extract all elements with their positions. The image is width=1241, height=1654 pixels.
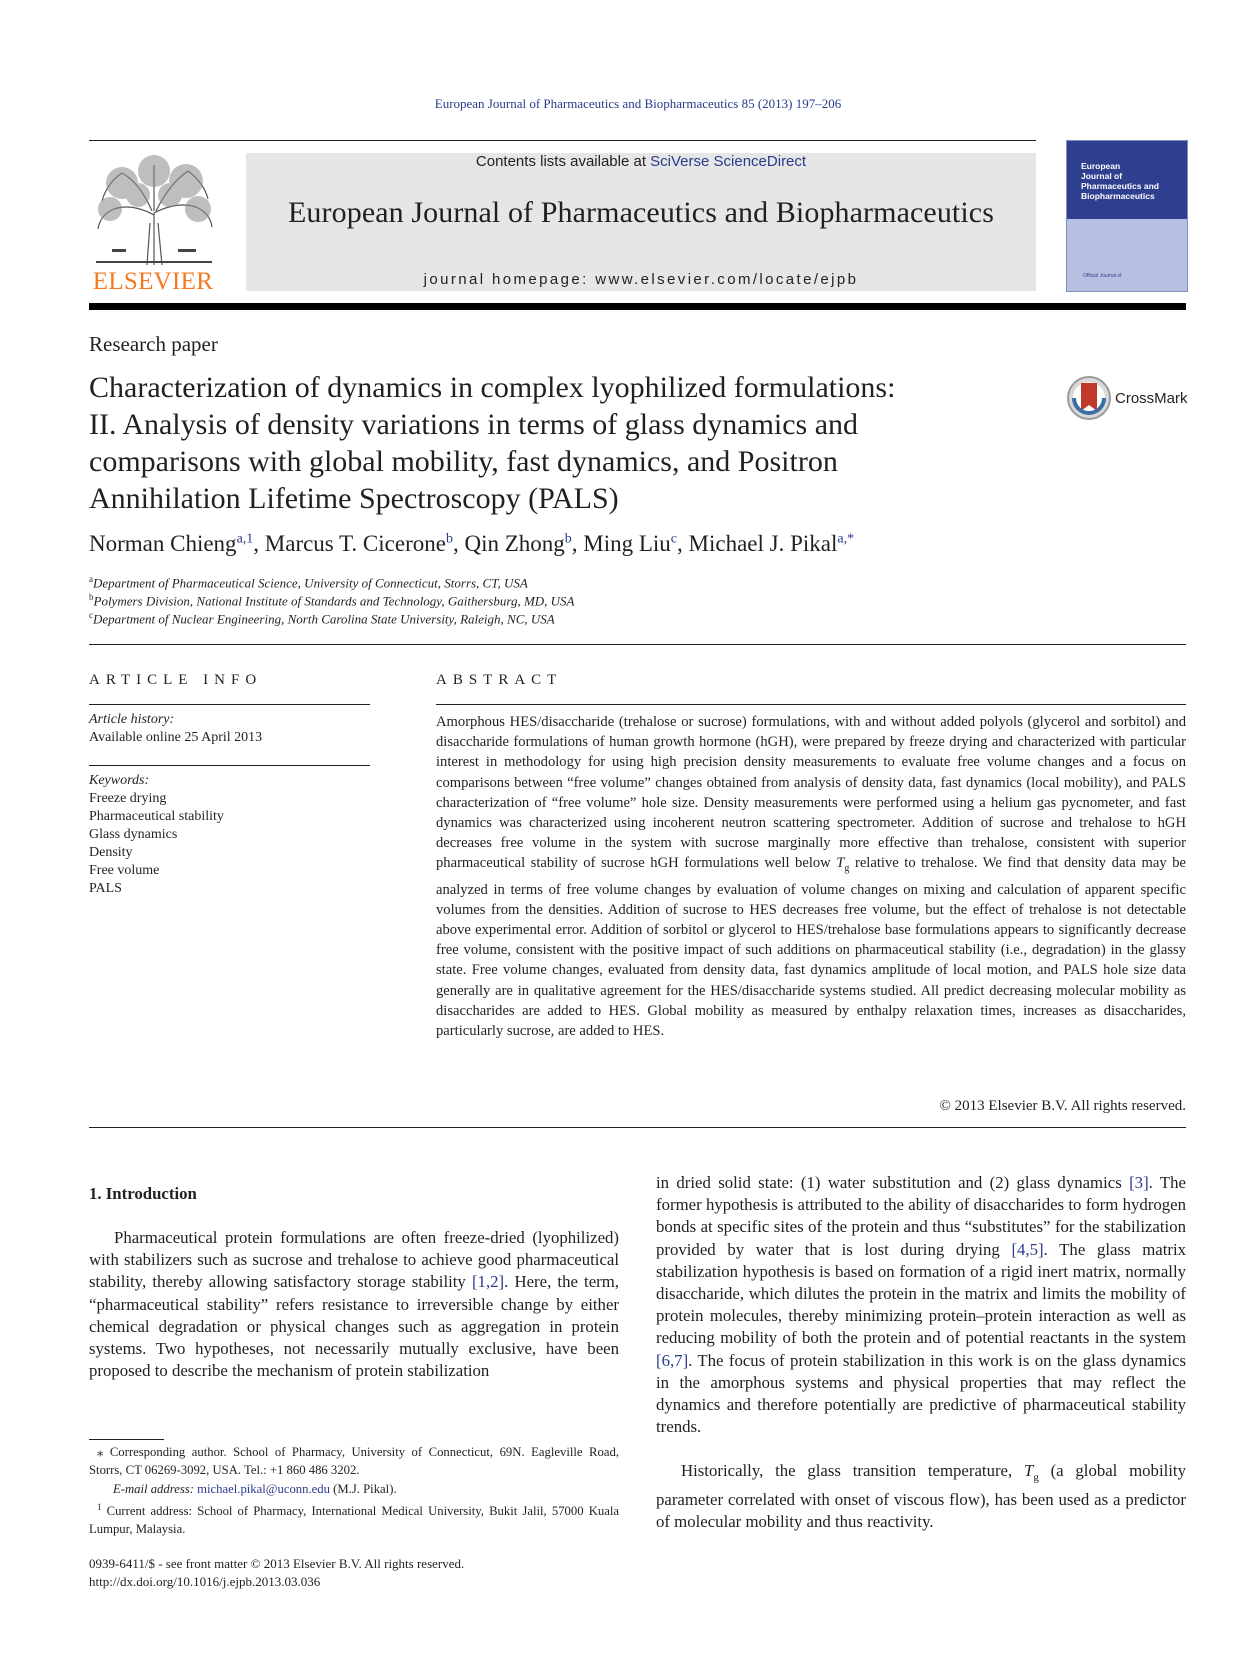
issn-line: 0939-6411/$ - see front matter © 2013 Elsevier B.V. All rights reserved. bbox=[89, 1556, 465, 1571]
top-rule bbox=[89, 140, 1036, 141]
keywords-rule bbox=[89, 765, 370, 766]
intro-heading: 1. Introduction bbox=[89, 1184, 197, 1203]
email-link[interactable]: michael.pikal@uconn.edu bbox=[197, 1482, 330, 1496]
contents-prefix: Contents lists available at bbox=[475, 153, 651, 170]
article-info-heading: ARTICLE INFO bbox=[89, 672, 263, 688]
abstract-text: Amorphous HES/disaccharide (trehalose or sucrose) formulations, with and without added polyols (glycerol and sorbitol) and disaccharide formulations of human growth hormone (hGH), were prepared by freeze drying and characterized with particular interest in methodology for using high precision density measurements to evaluate free volume changes and a focus on comparisons between “free volume” changes obtained from analysis of density data, fast dynamics (local mobility), and PALS characterization of “free volume” hole size. Density measurements were performed using a helium gas pycnometer, and fast dynamics was characterized using incoherent neutron scattering spectrometer. Addition of sucrose and trehalose to hGH decreases free volume in the system with sucrose marginally more effective than trehalose, consistent with superior pharmaceutical stability of sucrose hGH formulations well below $T_g$ relative to trehalose. We find that density data may be analyzed in terms of free volume changes by evaluation of volume changes on mixing and calculation of apparent specific volumes from the densities. Addition of sucrose to HES decreases free volume, but the effect of trehalose is not detectable above experimental error. Addition of sorbitol or glycerol to HES/trehalose base formulations appears to significantly decrease free volume, consistent with the positive impact of such additions on pharmaceutical stability (i.e., degradation) in the glassy state. Free volume changes, evaluated from density data, fast dynamics amplitude of local motion, and PALS hole size data generally are in qualitative agreement for the HES/disaccharide systems studied. All predict decreasing molecular mobility as disaccharides are added to HES. Global mobility as measured by enthalpy relaxation times, increases as disaccharides, particularly sucrose, are added to HES. bbox=[436, 714, 1186, 1039]
intro-right-paragraph-2: Historically, the glass transition temperature, $T_g$ (a global mobility parameter correlated with onset of viscous flow), has been used as a predictor of molecular mobility and thus reactivity. bbox=[656, 1461, 1186, 1531]
intro-paragraph-1: Pharmaceutical protein formulations are often freeze-dried (lyophilized) with stabilizers such as sucrose and trehalose to achieve good pharmaceutical stability, thereby allowing satisfactory storage stability [1,2]. Here, the term, “pharmaceutical stability” refers resistance to irreversible change by either chemical degradation or physical changes such as aggregation in protein systems. Two hypotheses, not necessarily mutually exclusive, have been proposed to describe the mechanism of protein stabilization bbox=[89, 1228, 619, 1381]
contents-line bbox=[246, 153, 1036, 170]
affiliation-a: $^a$Department of Pharmaceutical Science, University of Connecticut, Storrs, CT, USA bbox=[89, 574, 528, 591]
email-note: E-mail address: michael.pikal@uconn.edu (M.J. Pikal). bbox=[113, 1482, 397, 1496]
author-affil-link[interactable]: a,1 bbox=[236, 531, 254, 547]
abstract-bottom-rule bbox=[89, 1127, 1186, 1128]
current-address-note: $^1$ Current address: School of Pharmacy, International Medical University, Bukit Jalil, 57000 Kuala Lumpur, Malaysia. bbox=[89, 1502, 619, 1537]
author-affil-link[interactable]: a,* bbox=[837, 531, 855, 547]
author-affil-link[interactable]: b bbox=[445, 531, 453, 547]
keyword-item: Free volume bbox=[89, 863, 160, 878]
header-thick-rule bbox=[89, 303, 1186, 310]
elsevier-tree-logo-icon bbox=[92, 153, 216, 267]
author-name: Qin Zhong bbox=[464, 531, 565, 556]
author-name: Norman Chieng bbox=[89, 531, 237, 556]
paper-type: Research paper bbox=[89, 332, 218, 356]
keyword-item: Pharmaceutical stability bbox=[89, 809, 224, 824]
article-title: Characterization of dynamics in complex lyophilized formulations: II. Analysis of density variations in terms of glass dynamics and comparisons with global mobility, fast dynamics, and Positron Annihilation Lifetime Spectroscopy (PALS) bbox=[89, 371, 896, 515]
sciencedirect-link[interactable]: SciVerse ScienceDirect bbox=[650, 153, 807, 170]
journal-name: European Journal of Pharmaceutics and Biopharmaceutics bbox=[288, 196, 994, 229]
reference-link[interactable]: [6,7] bbox=[656, 1350, 689, 1370]
author-name: Michael J. Pikal bbox=[688, 531, 838, 556]
doi-link[interactable]: http://dx.doi.org/10.1016/j.ejpb.2013.03.036 bbox=[89, 1574, 321, 1589]
corresponding-author-note: ⁎ Corresponding author. School of Pharmacy, University of Connecticut, 69N. Eagleville Road, Storrs, CT 06269-3092, USA. Tel.: +1 860 486 3202. bbox=[89, 1445, 619, 1478]
keyword-item: Glass dynamics bbox=[89, 827, 178, 842]
author-name: Ming Liu bbox=[583, 531, 671, 556]
journal-citation[interactable]: European Journal of Pharmaceutics and Biopharmaceutics 85 (2013) 197–206 bbox=[434, 96, 842, 111]
reference-link[interactable]: [1,2] bbox=[471, 1272, 505, 1292]
footnote-rule bbox=[89, 1439, 164, 1440]
author-name: Marcus T. Cicerone bbox=[264, 531, 446, 556]
publisher-wordmark: ELSEVIER bbox=[92, 268, 214, 295]
article-info-rule bbox=[89, 704, 370, 705]
cover-title: European Journal of Pharmaceutics and Biopharmaceutics bbox=[1081, 161, 1159, 201]
history-label: Article history: bbox=[89, 712, 175, 727]
abstract-copyright: © 2013 Elsevier B.V. All rights reserved. bbox=[939, 1098, 1186, 1114]
keyword-item: Density bbox=[89, 845, 133, 860]
keyword-item: Freeze drying bbox=[89, 791, 167, 806]
affiliation-c: $^c$Department of Nuclear Engineering, North Carolina State University, Raleigh, NC, USA bbox=[89, 610, 555, 627]
journal-cover-thumbnail bbox=[1066, 140, 1188, 292]
affiliations-rule bbox=[89, 644, 1186, 645]
author-list: Norman Chieng$^{a,1}$, Marcus T. Cicerone$^b$, Qin Zhong$^b$, Ming Liu$^c$, Michael J. Pikal$^{a,*}$ bbox=[89, 531, 855, 556]
author-affil-link[interactable]: c bbox=[670, 531, 678, 547]
reference-link[interactable]: [4,5] bbox=[1011, 1239, 1044, 1259]
affiliation-b: $^b$Polymers Division, National Institute of Standards and Technology, Gaithersburg, MD, USA bbox=[89, 592, 575, 609]
author-affil-link[interactable]: b bbox=[564, 531, 572, 547]
history-value: Available online 25 April 2013 bbox=[89, 730, 263, 745]
abstract-rule bbox=[436, 704, 1186, 705]
keyword-item: PALS bbox=[89, 881, 122, 896]
crossmark-icon[interactable] bbox=[1066, 375, 1112, 421]
keywords-label: Keywords: bbox=[89, 773, 150, 788]
keyword-list bbox=[89, 790, 224, 898]
journal-homepage[interactable]: journal homepage: www.elsevier.com/locate/ejpb bbox=[423, 271, 859, 288]
crossmark-label[interactable]: CrossMark bbox=[1115, 390, 1188, 407]
reference-link[interactable]: [3] bbox=[1129, 1173, 1149, 1192]
cover-footer: Official Journal of bbox=[1083, 273, 1122, 279]
intro-right-paragraph-1: in dried solid state: (1) water substitution and (2) glass dynamics [3]. The former hypothesis is attributed to the ability of disaccharides to form hydrogen bonds at specific sites of the protein and thus “substitutes” for the stabilization provided by water that is lost during drying [4,5]. The glass matrix stabilization hypothesis is based on formation of a rigid inert matrix, normally disaccharide, which dilutes the protein in the matrix and limits the mobility of protein molecules, thereby minimizing protein–protein interaction as well as reducing mobility of both the protein and of potential reactants in the system [6,7]. The focus of protein stabilization in this work is on the glass dynamics in the amorphous systems and physical properties that may reflect the dynamics and therefore potentially are predictive of pharmaceutical stability trends. bbox=[656, 1173, 1187, 1437]
abstract-heading: ABSTRACT bbox=[436, 672, 563, 688]
